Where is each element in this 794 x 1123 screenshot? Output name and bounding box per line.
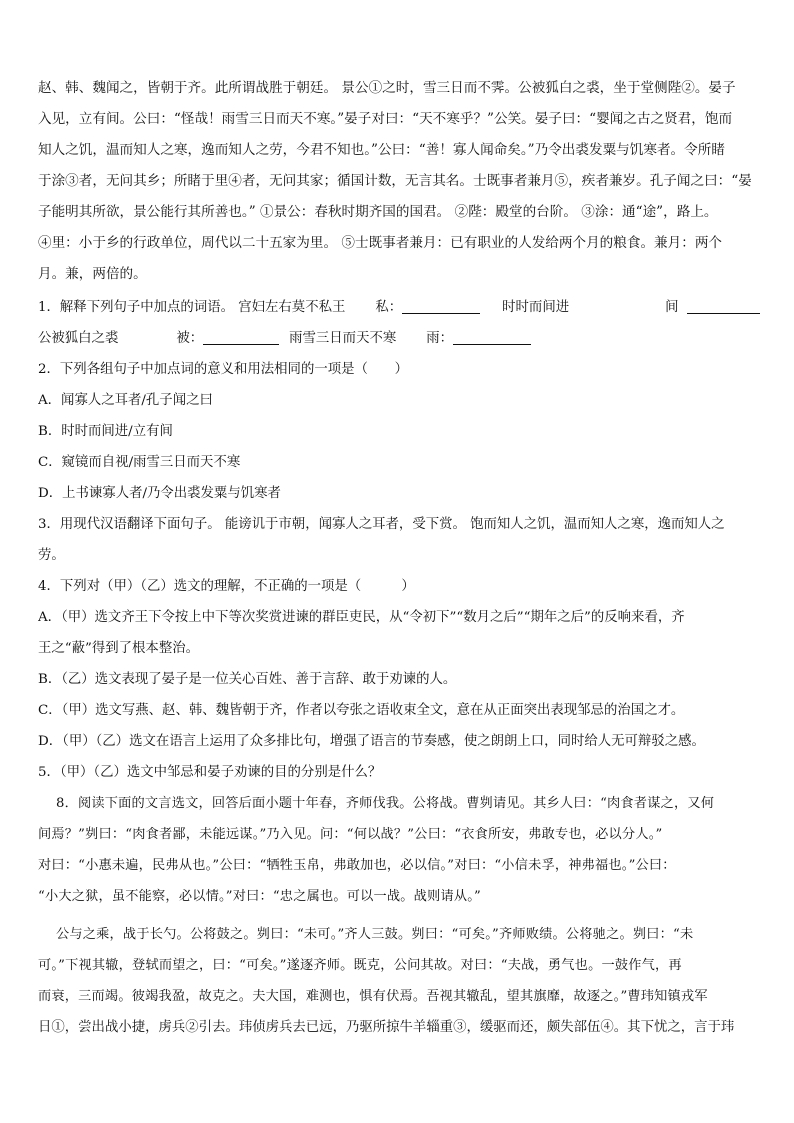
section-8-para2-line: 日①，尝出战小捷，虏兵②引去。玮侦虏兵去已远，乃驱所掠牛羊辎重③，缓驱而还，颇失部伍④。其下忧之，言于玮 <box>38 1020 735 1035</box>
answer-blank-si[interactable] <box>402 299 480 314</box>
question-5-stem: 5．（甲）（乙）选文中邹忌和晏子劝谏的目的分别是什么？ <box>38 765 382 780</box>
question-4-option-a-cont: 王之“蔽”得到了根本整治。 <box>38 641 199 656</box>
q1-item4-label: 雨： <box>426 331 454 346</box>
question-2-option-c[interactable]: C．窥镜而自视/雨雪三日而天不寒 <box>38 455 241 470</box>
passage-b-line: 子能明其所欲，景公能行其所善也。” ①景公：春秋时期齐国的国君。 ②陛：殿堂的台阶。 ③涂：通“途”，路上。 <box>38 204 718 220</box>
q1-item3-text: 公被狐白之裘 <box>38 331 119 346</box>
q1-item1-label: 私： <box>375 300 403 315</box>
section-8-line: “小大之狱，虽不能察，必以情。”对曰：“忠之属也。可以一战。战则请从。” <box>38 889 481 904</box>
question-1-line-1 <box>38 298 760 320</box>
question-4-option-d[interactable]: D．（甲）（乙）选文在语言上运用了众多排比句，增强了语言的节奏感，使之朗朗上口，同时给人无可辩驳之感。 <box>38 734 705 749</box>
question-4-option-c[interactable]: C．（甲）选文写燕、赵、韩、魏皆朝于齐，作者以夸张之语收束全文，意在从正面突出表现邹忌的治国之才。 <box>38 703 685 718</box>
passage-b-line: 赵、韩、魏闻之，皆朝于齐。此所谓战胜于朝廷。 景公①之时，雪三日而不霁。公被狐白之裘，坐于堂侧陛②。晏子 <box>38 80 736 96</box>
section-8-line: 对曰：“小惠未遍，民弗从也。”公曰：“牺牲玉帛，弗敢加也，必以信。”对曰：“小信未孚，神弗福也。”公曰： <box>38 858 676 873</box>
answer-blank-yu[interactable] <box>453 330 531 345</box>
question-2-option-b[interactable]: B．时时而间进/立有间 <box>38 424 173 439</box>
passage-b-footnotes: ④里：小于乡的行政单位，周代以二十五家为里。 ⑤士既事者兼月：已有职业的人发给两个月的粮食。兼月：两个 <box>38 235 723 251</box>
q1-item2-label: 间 <box>665 300 679 315</box>
question-2-option-a[interactable]: A．闻寡人之耳者/孔子闻之曰 <box>38 393 213 408</box>
question-4-option-a[interactable]: A．（甲）选文齐王下令按上中下等次奖赏进谏的群臣吏民，从“令初下”“数月之后”“期年之后”的反响来看，齐 <box>38 610 685 625</box>
question-2-option-d[interactable]: D．上书谏寡人者/乃令出裘发粟与饥寒者 <box>38 486 281 501</box>
question-1-stem: 1．解释下列句子中加点的词语。 宫妇左右莫不私王 <box>38 300 346 315</box>
q1-item2-text: 时时而间进 <box>502 300 570 315</box>
q1-item4-text: 雨雪三日而天不寒 <box>289 331 397 346</box>
question-1-line-2 <box>38 329 760 351</box>
question-4-option-b[interactable]: B．（乙）选文表现了晏子是一位关心百姓、善于言辞、敢于劝谏的人。 <box>38 672 457 687</box>
passage-b-line: 入见，立有间。公曰：“怪哉！雨雪三日而天不寒。”晏子对曰：“天不寒乎？”公笑。晏子曰：“婴闻之古之贤君，饱而 <box>38 111 733 127</box>
answer-blank-bei[interactable] <box>203 330 279 345</box>
q1-item3-label: 被： <box>176 331 204 346</box>
passage-b-line: 于涂③者，无问其乡；所睹于里④者，无问其家；循国计数，无言其名。士既事者兼月⑤，疾者兼岁。孔子闻之曰：“晏 <box>38 173 752 189</box>
section-8-para2-line: 而衰，三而竭。彼竭我盈，故克之。夫大国，难测也，惧有伏焉。吾视其辙乱，望其旗靡，故逐之。”曹玮知镇戎军 <box>38 989 708 1004</box>
question-3-line-1: 3．用现代汉语翻译下面句子。 能谤讥于市朝，闻寡人之耳者，受下赏。 饱而知人之饥，温而知人之寒，逸而知人之 <box>38 517 725 532</box>
passage-b-footnotes: 月。兼，两倍的。 <box>38 266 147 282</box>
section-8-para2-line: 可。”下视其辙，登轼而望之，曰：“可矣。”遂逐齐师。既克，公问其故。对曰：“夫战，勇气也。一鼓作气，再 <box>38 958 682 973</box>
section-8-line: 8．阅读下面的文言选文，回答后面小题十年春，齐师伐我。公将战。曹刿请见。其乡人曰：“肉食者谋之，又何 <box>56 796 715 811</box>
section-8-para2-line: 公与之乘，战于长勺。公将鼓之。刿曰：“未可。”齐人三鼓。刿曰：“可矣。”齐师败绩。公将驰之。刿曰：“未 <box>56 927 694 942</box>
answer-blank-jian[interactable] <box>687 299 761 314</box>
section-8-line: 间焉？”刿曰：“肉食者鄙，未能远谋。”乃入见。问：“何以战？”公曰：“衣食所安，弗敢专也，必以分人。” <box>38 827 663 842</box>
question-4-stem: 4．下列对（甲）（乙）选文的理解，不正确的一项是（ ） <box>38 579 415 594</box>
question-3-line-2: 劳。 <box>38 548 65 563</box>
passage-b-line: 知人之饥，温而知人之寒，逸而知人之劳，今君不知也。”公曰：“善！寡人闻命矣。”乃令出裘发粟与饥寒者。令所睹 <box>38 142 725 158</box>
question-2-stem: 2．下列各组句子中加点词的意义和用法相同的一项是（ ） <box>38 362 409 377</box>
